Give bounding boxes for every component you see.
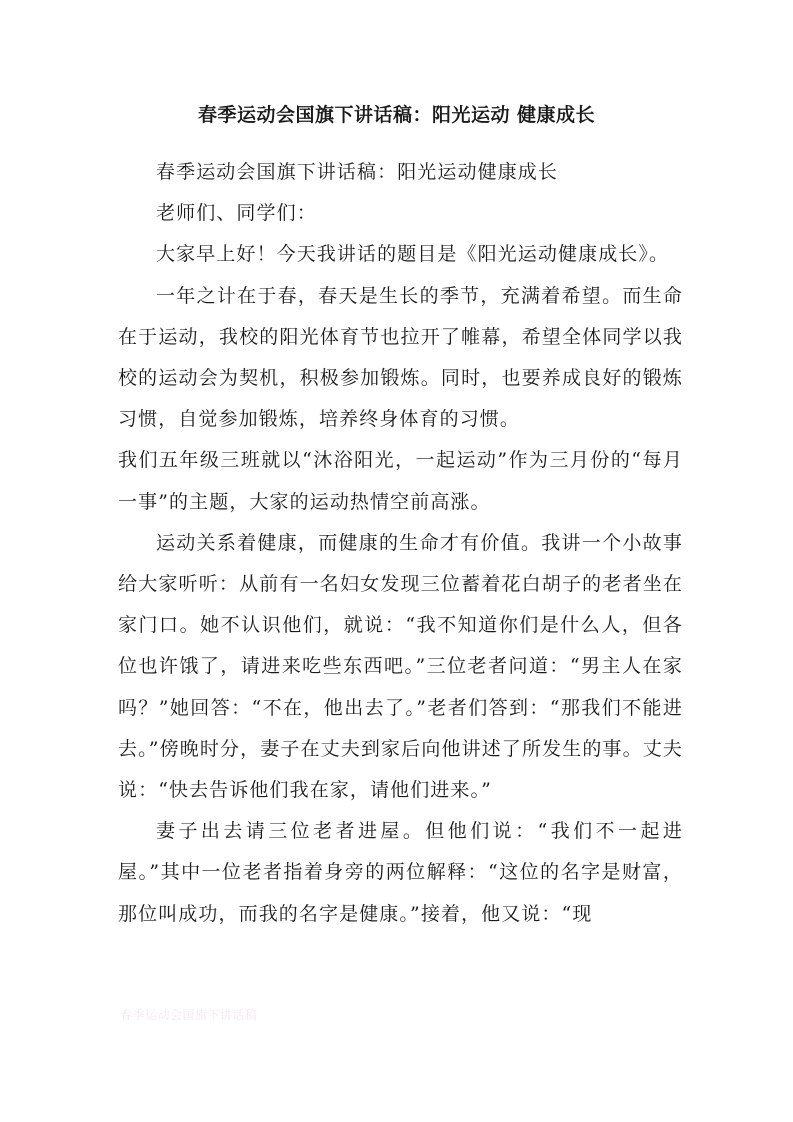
subtitle-line: 春季运动会国旗下讲话稿：阳光运动健康成长 — [156, 161, 559, 183]
document-title: 春季运动会国旗下讲话稿：阳光运动 健康成长 — [197, 104, 596, 126]
paragraph-greeting: 大家早上好！今天我讲话的题目是《阳光运动健康成长》。 — [156, 243, 670, 266]
salutation-line: 老师们、同学们： — [156, 202, 317, 225]
paragraph-spring: 一年之计在于春，春天是生长的季节，充满着希望。而生命在于运动，我校的阳光体育节也拉开了帷幕，希望全体同学以我校的运动会为契机，积极参加锻炼。同时，也要养成良好的锻炼习惯，自觉参加锻炼，培养终身体育的习惯。 — [118, 284, 683, 431]
paragraph-story: 运动关系着健康，而健康的生命才有价值。我讲一个小故事给大家听听：从前有一名妇女发现三位蓄着花白胡子的老者坐在家门口。她不认识他们，就说：“我不知道你们是什么人，但各位也许饿了，请进来吃些东西吧。”三位老者问道：“男主人在家吗？”她回答：“不在，他出去了。”老者们答到：“那我们不能进去。”傍晚时分，妻子在丈夫到家后向他讲述了所发生的事。丈夫说：“快去告诉他们我在家，请他们进来。” — [118, 531, 683, 802]
document-body — [118, 152, 683, 935]
paragraph-elders: 妻子出去请三位老者进屋。但他们说：“我们不一起进屋。”其中一位老者指着身旁的两位解释：“这位的名字是财富，那位叫成功，而我的名字是健康。”接着，他又说：“现 — [118, 820, 683, 925]
paragraph-class-theme: 我们五年级三班就以“沐浴阳光，一起运动”作为三月份的“每月一事”的主题，大家的运动热情空前高涨。 — [118, 449, 683, 513]
faint-watermark-text: 春季运动会国旗下讲话稿 — [120, 1008, 258, 1022]
